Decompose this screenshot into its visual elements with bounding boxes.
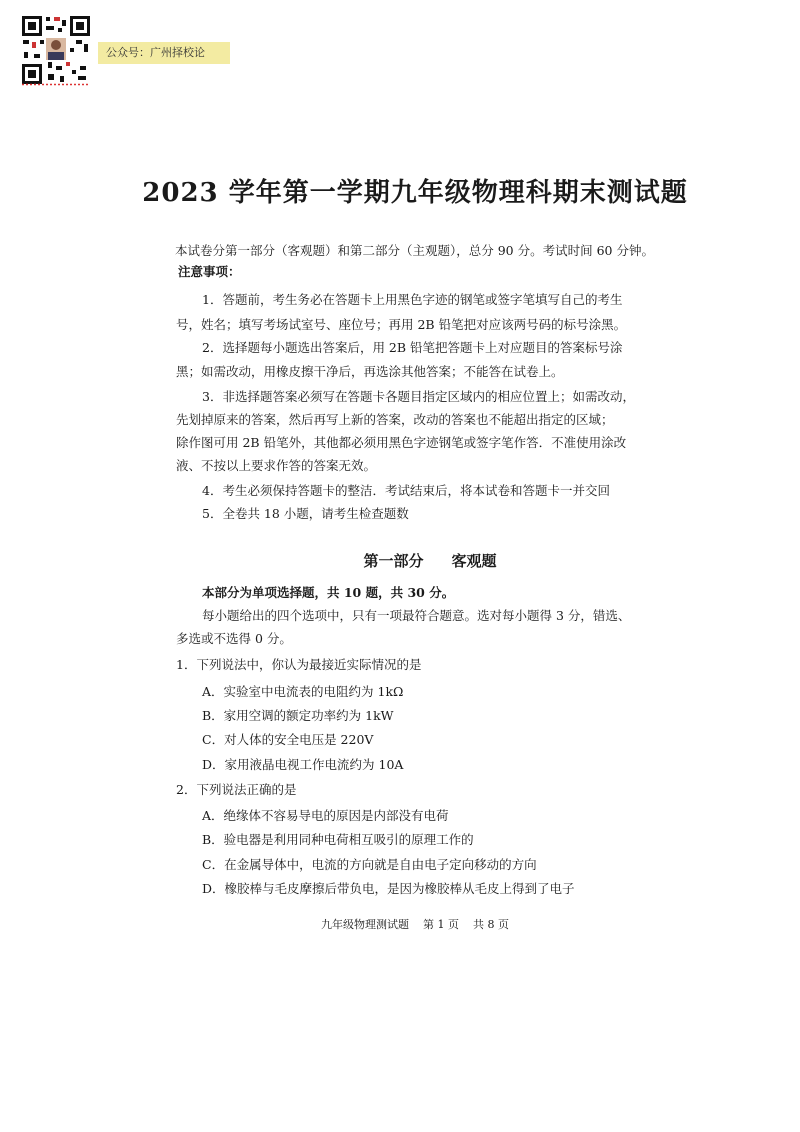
public-account-banner: 公众号：广州择校论: [98, 42, 230, 64]
question-option: C．对人体的安全电压是 220V: [202, 732, 374, 747]
section-name: 客观题: [451, 552, 497, 570]
intro-text: 本试卷分第一部分（客观题）和第二部分（主观题），总分 90 分。考试时间 60 分钟。: [175, 243, 654, 258]
question-option: D．家用液晶电视工作电流约为 10A: [202, 757, 404, 772]
notice-line: 2．选择题每小题选出答案后，用 2B 铅笔把答题卡上对应题目的答案标号涂: [202, 340, 623, 355]
footer-doc: 九年级物理测试题: [321, 918, 409, 931]
question-stem: 2．下列说法正确的是: [176, 782, 297, 797]
question-option: B．家用空调的额定功率约为 1kW: [202, 708, 394, 723]
section-rule: 每小题给出的四个选项中，只有一项最符合题意。选对每小题得 3 分，错选、: [202, 608, 631, 623]
footer-page: 第 1 页: [423, 918, 459, 931]
section-heading: [0, 550, 800, 571]
section-intro: 本部分为单项选择题，共 10 题，共 30 分。: [202, 585, 455, 600]
question-option: A．绝缘体不容易导电的原因是内部没有电荷: [202, 808, 449, 823]
notice-line: 5．全卷共 18 小题，请考生检查题数: [202, 506, 409, 521]
exam-title: 2023 学年第一学期九年级物理科期末测试题: [142, 178, 688, 208]
footer-total: 共 8 页: [473, 918, 509, 931]
section-part: 第一部分: [363, 552, 424, 570]
question-option: D．橡胶棒与毛皮摩擦后带负电，是因为橡胶棒从毛皮上得到了电子: [202, 881, 575, 896]
notice-line: 黑；如需改动，用橡皮擦干净后，再选涂其他答案；不能答在试卷上。: [176, 364, 564, 379]
notice-line: 4．考生必须保持答题卡的整洁．考试结束后，将本试卷和答题卡一并交回: [202, 483, 610, 498]
qr-code-icon: [20, 14, 92, 86]
page-footer: [0, 916, 800, 932]
notice-line: 1．答题前，考生务必在答题卡上用黑色字迹的钢笔或签字笔填写自己的考生: [202, 292, 623, 307]
question-option: C．在金属导体中，电流的方向就是自由电子定向移动的方向: [202, 857, 537, 872]
notice-line: 先划掉原来的答案，然后再写上新的答案，改动的答案也不能超出指定的区域；: [176, 412, 614, 427]
notice-line: 3．非选择题答案必须写在答题卡各题目指定区域内的相应位置上；如需改动，: [202, 389, 635, 404]
notice-line: 号，姓名；填写考场试室号、座位号；再用 2B 铅笔把对应该两号码的标号涂黑。: [176, 317, 627, 332]
question-option: A．实验室中电流表的电阻约为 1kΩ: [202, 684, 404, 699]
question-stem: 1．下列说法中，你认为最接近实际情况的是: [176, 657, 422, 672]
question-option: B．验电器是利用同种电荷相互吸引的原理工作的: [202, 832, 474, 847]
notice-line: 除作图可用 2B 铅笔外，其他都必须用黑色字迹钢笔或签字笔作答．不准使用涂改: [176, 435, 627, 450]
notice-line: 液、不按以上要求作答的答案无效。: [176, 458, 377, 473]
notice-heading: 注意事项：: [178, 264, 241, 279]
section-rule: 多选或不选得 0 分。: [176, 631, 292, 646]
